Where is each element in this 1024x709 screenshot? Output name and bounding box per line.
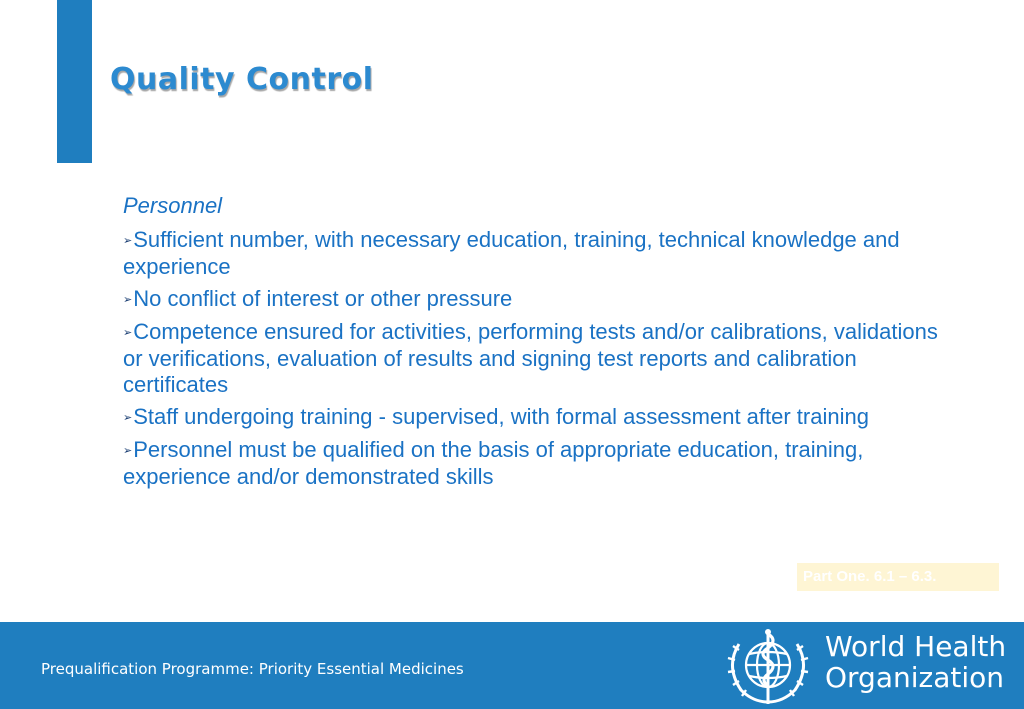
- arrow-bullet-icon: ➢: [123, 412, 133, 424]
- bullet-item: [123, 227, 938, 280]
- bullet-text: No conflict of interest or other pressure: [133, 286, 513, 311]
- who-emblem-icon: [717, 624, 819, 706]
- slide-content: [123, 193, 938, 496]
- bullet-text: Staff undergoing training - supervised, with formal assessment after training: [133, 404, 869, 429]
- bullet-text: Sufficient number, with necessary education, training, technical knowledge and experience: [123, 227, 900, 279]
- arrow-bullet-icon: ➢: [123, 235, 133, 247]
- bullet-text: Competence ensured for activities, performing tests and/or calibrations, validations or verifications, evaluation of results and signing test reports and calibration certificates: [123, 319, 938, 397]
- bullet-item: [123, 319, 938, 398]
- programme-name: Prequalification Programme: Priority Essential Medicines: [41, 660, 464, 678]
- bullet-text: Personnel must be qualified on the basis of appropriate education, training, experience and/or demonstrated skills: [123, 437, 864, 489]
- organization-name-line1: World Health: [825, 630, 1007, 663]
- bullet-item: [123, 404, 938, 431]
- organization-name: [825, 631, 1006, 693]
- arrow-bullet-icon: ➢: [123, 445, 133, 457]
- arrow-bullet-icon: ➢: [123, 327, 133, 339]
- footer-bar: [0, 622, 1024, 709]
- title-accent-bar: [57, 0, 92, 163]
- section-heading: Personnel: [123, 193, 223, 218]
- bullet-item: [123, 286, 938, 313]
- reference-label: Part One. 6.1 – 6.3.: [797, 563, 999, 591]
- bullet-item: [123, 437, 938, 490]
- arrow-bullet-icon: ➢: [123, 294, 133, 306]
- organization-name-line2: Organization: [825, 661, 1005, 694]
- slide-title: Quality Control: [110, 62, 374, 97]
